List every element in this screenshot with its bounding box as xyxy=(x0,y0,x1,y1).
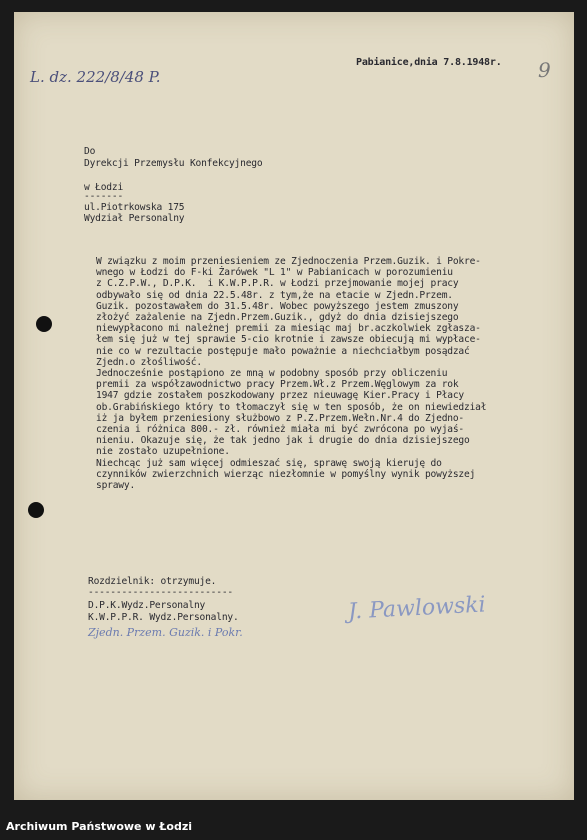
body-line: Jednocześnie postąpiono ze mną w podobny sposób przy obliczeniu xyxy=(96,368,448,379)
addressee-line: ul.Piotrkowska 175 xyxy=(84,202,185,213)
body-line: Zjedn.o złośliwość. xyxy=(96,356,202,368)
body-line: Guzik. pozostawałem do 31.5.48r. Wobec powyższego jestem zmuszony xyxy=(96,300,459,312)
addressee-line: w Łodzi xyxy=(84,182,124,193)
body-line: premii za współzawodnictwo pracy Przem.Wł.z Przem.Węglowym za rok xyxy=(96,379,459,391)
body-line: wnego w Łodzi do F-ki Żarówek "L 1" w Pabianicach w porozumieniu xyxy=(96,267,453,279)
reference-number: L. dz. 222/8/48 P. xyxy=(30,68,161,86)
distribution-rule: -------------------------- xyxy=(88,587,233,598)
body-line: ob.Grabińskiego który to tłomaczył się w ten sposób, że on niewiedział xyxy=(96,401,487,413)
addressee-line: ------- xyxy=(84,191,124,202)
archive-footer xyxy=(0,812,587,840)
body-line: nieniu. Okazuje się, że tak jedno jak i drugie do dnia dzisiejszego xyxy=(96,435,470,447)
punch-hole xyxy=(28,502,44,518)
body-line: czynników zwierzchnich wierząc niezłomnie w pomyślny wynik powyższej xyxy=(96,468,476,480)
body-line: iż ja byłem przeniesiony służbowo z P.Z.Przem.Wełn.Nr.4 do Zjedno- xyxy=(96,412,465,424)
addressee-line: Do xyxy=(84,146,96,157)
page-number-mark: 9 xyxy=(538,58,551,82)
body-line: 1947 gdzie zostałem poszkodowany przez nieuwagę Kier.Pracy i Płacy xyxy=(96,390,465,402)
body-line: złożyć zażalenie na Zjedn.Przem.Guzik., gdyż do dnia dzisiejszego xyxy=(96,312,459,323)
body-line: niewypłacono mi należnej premii za miesiąc maj br.aczkolwiek zgłasza- xyxy=(96,323,481,335)
punch-hole xyxy=(36,316,52,332)
body-line: sprawy. xyxy=(96,480,136,491)
distribution-item: D.P.K.Wydz.Personalny xyxy=(88,600,206,611)
body-line: łem się już w tej sprawie 5-cio krotnie i zawsze obiecują mi wypłace- xyxy=(96,334,481,346)
distribution-item: K.W.P.P.R. Wydz.Personalny. xyxy=(88,612,239,623)
body-line: czenia i różnica 800.- zł. również miała mi być zwrócona po wyjaś- xyxy=(96,424,465,435)
body-line: nie co w rezultacie postępuje mało poważnie a niechciałbym posądzać xyxy=(96,345,470,357)
distribution-heading: Rozdzielnik: otrzymuje. xyxy=(88,576,217,587)
distribution-handwritten-item: Zjedn. Przem. Guzik. i Pokr. xyxy=(88,626,243,639)
body-line: Niechcąc już sam więcej odmieszać się, sprawę swoją kieruję do xyxy=(96,457,442,469)
body-line: odbywało się od dnia 22.5.48r. z tym,że na etacie w Zjedn.Przem. xyxy=(96,289,453,301)
body-line: nie zostało uzupełnione. xyxy=(96,446,230,458)
place-date: Pabianice,dnia 7.8.1948r. xyxy=(356,57,502,68)
body-line: W związku z moim przeniesieniem ze Zjednoczenia Przem.Guzik. i Pokre- xyxy=(96,256,481,267)
archive-label: Archiwum Państwowe w Łodzi xyxy=(6,820,193,833)
addressee-line: Wydział Personalny xyxy=(84,213,185,224)
letter-page xyxy=(14,12,574,800)
addressee-line: Dyrekcji Przemysłu Konfekcyjnego xyxy=(84,158,263,169)
signature: J. Pawlowski xyxy=(347,592,487,625)
body-line: z C.Z.P.W., D.P.K. i K.W.P.P.R. w Łodzi przejmowanie mojej pracy xyxy=(96,278,459,290)
